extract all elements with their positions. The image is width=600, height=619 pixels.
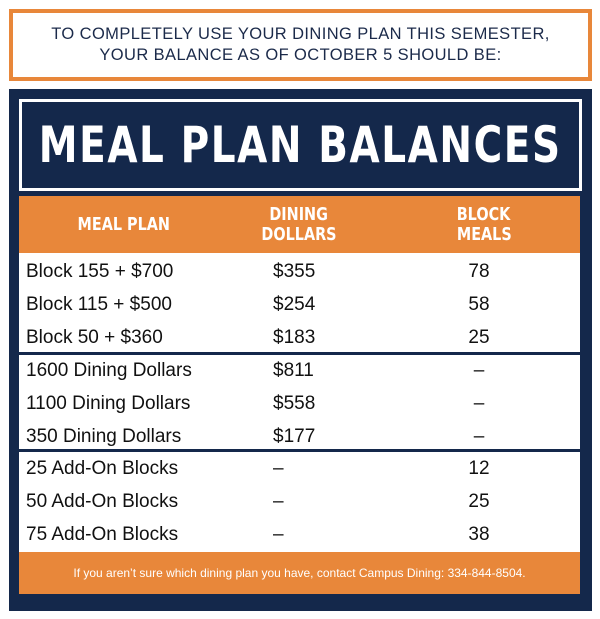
table-row: [19, 255, 580, 288]
row-dining-dollars: –: [273, 458, 284, 479]
footer-note: [19, 552, 580, 594]
row-dining-dollars: $811: [273, 360, 314, 381]
header-meal-plan-label: MEAL PLAN: [77, 213, 171, 235]
row-plan: Block 115 + $500: [26, 294, 172, 315]
header-meal-plan: [29, 196, 219, 253]
row-plan: 1600 Dining Dollars: [26, 360, 192, 381]
table-row: [19, 321, 580, 354]
row-block-meals: –: [473, 393, 485, 414]
row-dining-dollars: –: [273, 524, 284, 545]
banner-line-1: TO COMPLETELY USE YOUR DINING PLAN THIS SEMESTER,: [51, 25, 550, 43]
page-title: MEAL PLAN BALANCES: [39, 116, 562, 174]
footer-text: If you aren’t sure which dining plan you have, contact Campus Dining: 334-844-8504.: [73, 566, 526, 580]
table-row: [19, 354, 580, 387]
row-plan: Block 50 + $360: [26, 327, 163, 348]
banner-line-2: YOUR BALANCE AS OF OCTOBER 5 SHOULD BE:: [99, 46, 502, 64]
table-row: [19, 485, 580, 518]
row-dining-dollars: –: [273, 491, 284, 512]
row-block-meals: 25: [468, 491, 490, 512]
row-dining-dollars: $254: [273, 294, 316, 315]
table-row: [19, 452, 580, 485]
header-dining-dollars: [249, 196, 349, 253]
row-block-meals: 58: [468, 294, 490, 315]
row-dining-dollars: $558: [273, 393, 316, 414]
row-block-meals: 12: [468, 458, 490, 479]
row-plan: Block 155 + $700: [26, 261, 174, 282]
row-dining-dollars: $183: [273, 327, 316, 348]
row-block-meals: 25: [468, 327, 490, 348]
row-dining-dollars: $355: [273, 261, 316, 282]
header-dining-dollars-line-2: DOLLARS: [261, 223, 337, 245]
title-box: [19, 99, 582, 191]
header-block-meals-line-2: MEALS: [456, 223, 512, 245]
table-row: [19, 288, 580, 321]
row-block-meals: 38: [468, 524, 490, 545]
row-block-meals: –: [473, 360, 485, 381]
header-block-meals-line-1: BLOCK: [457, 203, 511, 225]
row-block-meals: –: [473, 426, 485, 447]
row-plan: 50 Add-On Blocks: [26, 491, 179, 512]
row-plan: 75 Add-On Blocks: [26, 524, 179, 545]
balances-table: [19, 196, 580, 594]
top-banner: [9, 9, 592, 81]
row-plan: 1100 Dining Dollars: [26, 393, 191, 414]
table-row: [19, 518, 580, 551]
header-block-meals: [439, 196, 529, 253]
row-plan: 25 Add-On Blocks: [26, 458, 179, 479]
header-dining-dollars-line-1: DINING: [269, 203, 329, 225]
table-header: [19, 196, 580, 253]
row-block-meals: 78: [468, 261, 490, 282]
row-dining-dollars: $177: [273, 426, 316, 447]
table-row: [19, 387, 580, 420]
row-plan: 350 Dining Dollars: [26, 426, 182, 447]
